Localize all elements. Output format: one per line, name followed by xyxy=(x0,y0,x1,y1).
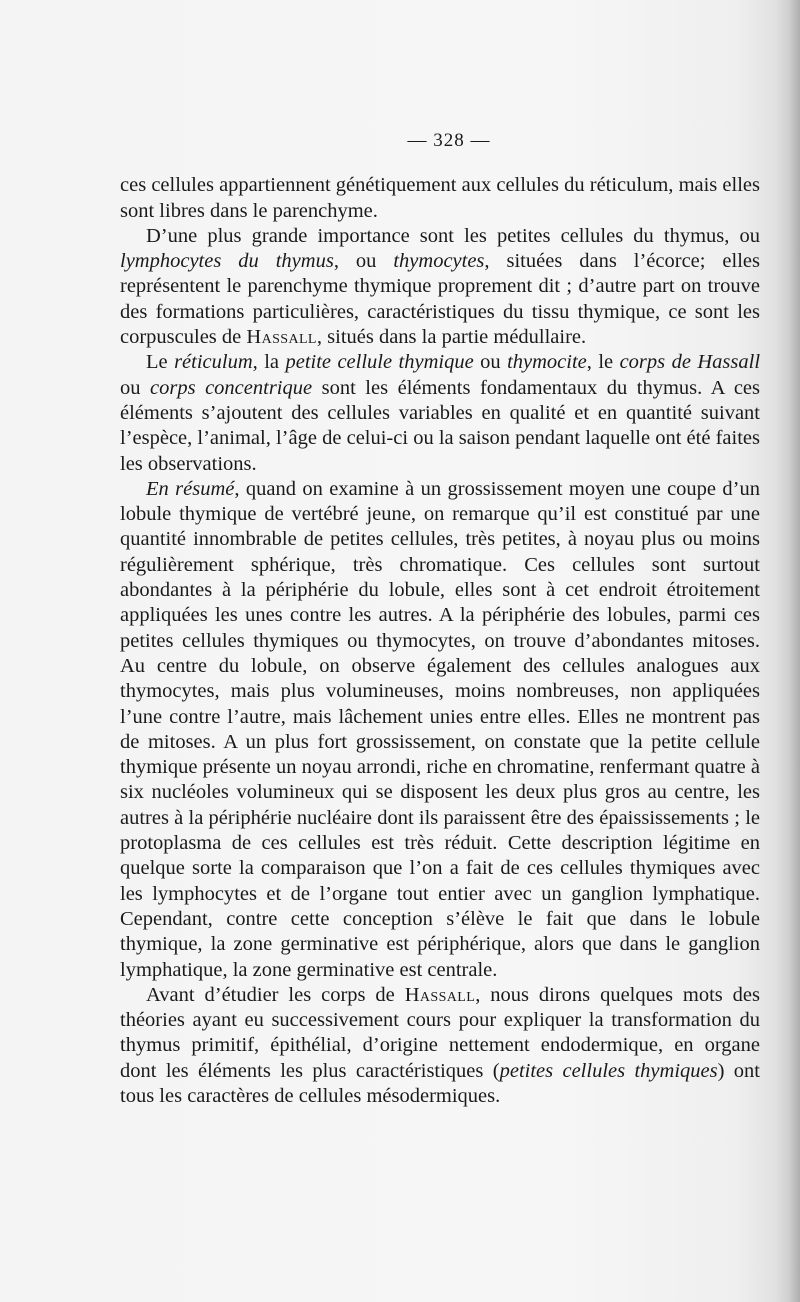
term-lymphocytes-du-thymus: lymphocytes du thymus xyxy=(120,250,334,273)
author-hassall: Hassall xyxy=(246,326,317,349)
paragraph-3 xyxy=(120,350,760,476)
paragraph-1: ces cellules appartiennent génétiquement aux cellules du réticulum, mais elles sont libres dans le parenchyme. xyxy=(120,174,760,222)
paragraph-5-text-c: , nous dirons quelques mots des théories ayant eu successivement cours pour expliquer la transformation du thymus primitif, épithélial, d’origine nettement endodermique, en organe dont les éléments les plus caractéristiques ( xyxy=(120,983,760,1082)
term-corps-concentrique: corps concentrique xyxy=(150,376,313,399)
paragraph-3-text-c: , la xyxy=(252,351,286,374)
term-petites-cellules-thymiques: petites cellules thymiques xyxy=(499,1059,718,1082)
paragraph-3-text-i: ou xyxy=(120,376,151,399)
term-thymocytes: thymocytes xyxy=(393,250,485,273)
paragraph-2-text-e: , situées dans l’écorce; elles représentent le parenchyme thymique proprement dit ; d’autre part on trouve des formations particulières, caractéristiques du tissu thymique, ce sont les corpuscules de xyxy=(120,250,760,349)
term-petite-cellule-thymique: petite cellule thymique xyxy=(285,351,474,374)
paragraph-2-text-a: D’une plus grande importance sont les petites cellules du thymus, ou xyxy=(146,224,760,247)
term-corps-de-hassall: corps de Hassall xyxy=(619,351,761,374)
paragraph-4-text-b: , quand on examine à un grossissement moyen une coupe d’un lobule thymique de vertébré jeune, on remarque qu’il est constitué par une quantité innombrable de petites cellules, très petites, à noyau plus ou moins régulièrement sphérique, très chromatique. Ces cellules sont surtout abondantes à la périphérie du lobule, elles sont à cet endroit étroitement appliquées les unes contre les autres. A la périphérie des lobules, parmi ces petites cellules thymiques ou thymocytes, on trouve d’abondantes mitoses. Au centre du lobule, on observe également des cellules analogues aux thymocytes, mais plus volumineuses, moins nombreuses, non appliquées l’une contre l’autre, mais lâchement unies entre elles. Elles ne montrent pas de mitoses. A un plus fort grossissement, on constate que la petite cellule thymique présente un noyau arrondi, riche en chromatine, renfermant quatre à six nucléoles volumineux qui se disposent les deux plus gros au centre, les autres à la périphérie nucléaire dont ils paraissent être des épaississements ; le protoplasma de ces cellules est très réduit. Cette description légitime en quelque sorte la comparaison que l’on a fait de ces cellules thymiques avec les lymphocytes et de l’organe tout entier avec un ganglion lymphatique. Cependant, contre cette conception s’élève le fait que dans le lobule thymique, la zone germinative est périphérique, alors que dans le ganglion lymphatique, la zone germinative est centrale. xyxy=(120,477,760,981)
term-en-resume: En résumé xyxy=(146,477,235,500)
paragraph-5 xyxy=(120,983,760,1109)
paragraph-5-text-e: ) ont tous les caractères de cellules mésodermiques. xyxy=(120,1059,760,1107)
paragraph-3-text-k: sont les éléments fondamentaux du thymus. A ces éléments s’ajoutent des cellules variables en qualité et en quantité suivant l’espèce, l’animal, l’âge de celui-ci ou la saison pendant laquelle ont été faites les observations. xyxy=(120,376,760,475)
page-number: — 328 — xyxy=(407,130,491,151)
paragraph-2-text-g: , situés dans la partie médullaire. xyxy=(316,326,587,349)
paragraph-3-text-e: ou xyxy=(473,351,508,374)
term-reticulum: réticulum xyxy=(174,351,253,374)
term-thymocite: thymocite xyxy=(507,351,587,374)
page-edge-shadow xyxy=(774,0,800,1302)
page-content xyxy=(120,128,760,1109)
paragraph-5-text-a: Avant d’étudier les corps de xyxy=(146,983,405,1006)
paragraph-4 xyxy=(120,477,760,983)
paragraph-2-text-c: , ou xyxy=(333,250,394,273)
paragraph-3-text-a: Le xyxy=(146,351,175,374)
author-hassall-2: Hassall xyxy=(404,983,476,1006)
paragraph-3-text-g: , le xyxy=(586,351,620,374)
paragraph-2 xyxy=(120,224,760,350)
